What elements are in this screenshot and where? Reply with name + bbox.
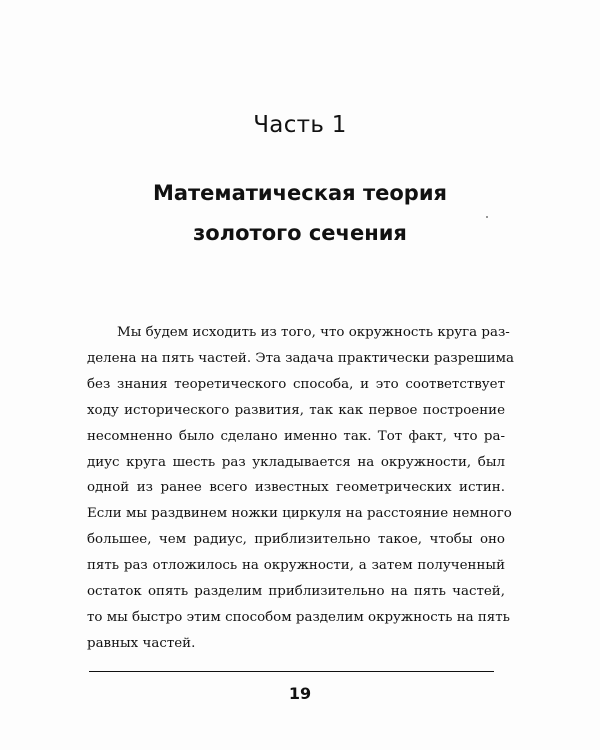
body-line: остаток опять разделим приблизительно на пять частей, xyxy=(87,584,505,600)
scan-speck xyxy=(486,216,488,218)
body-line: делена на пять частей. Эта задача практически разрешима xyxy=(87,350,515,366)
chapter-title-line-1: Математическая теория xyxy=(152,181,448,205)
body-line: Мы будем исходить из того, что окружность круга раз- xyxy=(117,325,510,340)
body-line: равных частей. xyxy=(87,635,196,651)
chapter-title-line-2: золотого сечения xyxy=(193,221,407,245)
body-line: ходу исторического развития, так как первое построение xyxy=(87,402,505,418)
body-line: одной из ранее всего известных геометрических истин. xyxy=(87,480,505,496)
chapter-title xyxy=(0,173,600,253)
part-heading: Часть 1 xyxy=(253,112,347,138)
body-line: диус круга шесть раз укладывается на окружности, был xyxy=(87,454,505,470)
body-line: без знания теоретического способа, и это соответствует xyxy=(87,376,505,392)
body-paragraph xyxy=(87,320,515,657)
body-line: пять раз отложилось на окружности, а затем полученный xyxy=(87,558,505,574)
body-line: то мы быстро этим способом разделим окружность на пять xyxy=(87,609,510,625)
body-line: Если мы раздвинем ножки циркуля на расстояние немного xyxy=(87,506,512,522)
body-line: несомненно было сделано именно так. Тот факт, что ра- xyxy=(87,428,505,444)
page-number: 19 xyxy=(288,684,312,703)
body-line: большее, чем радиус, приблизительно такое, чтобы оно xyxy=(87,532,505,548)
footer-rule xyxy=(89,671,494,672)
